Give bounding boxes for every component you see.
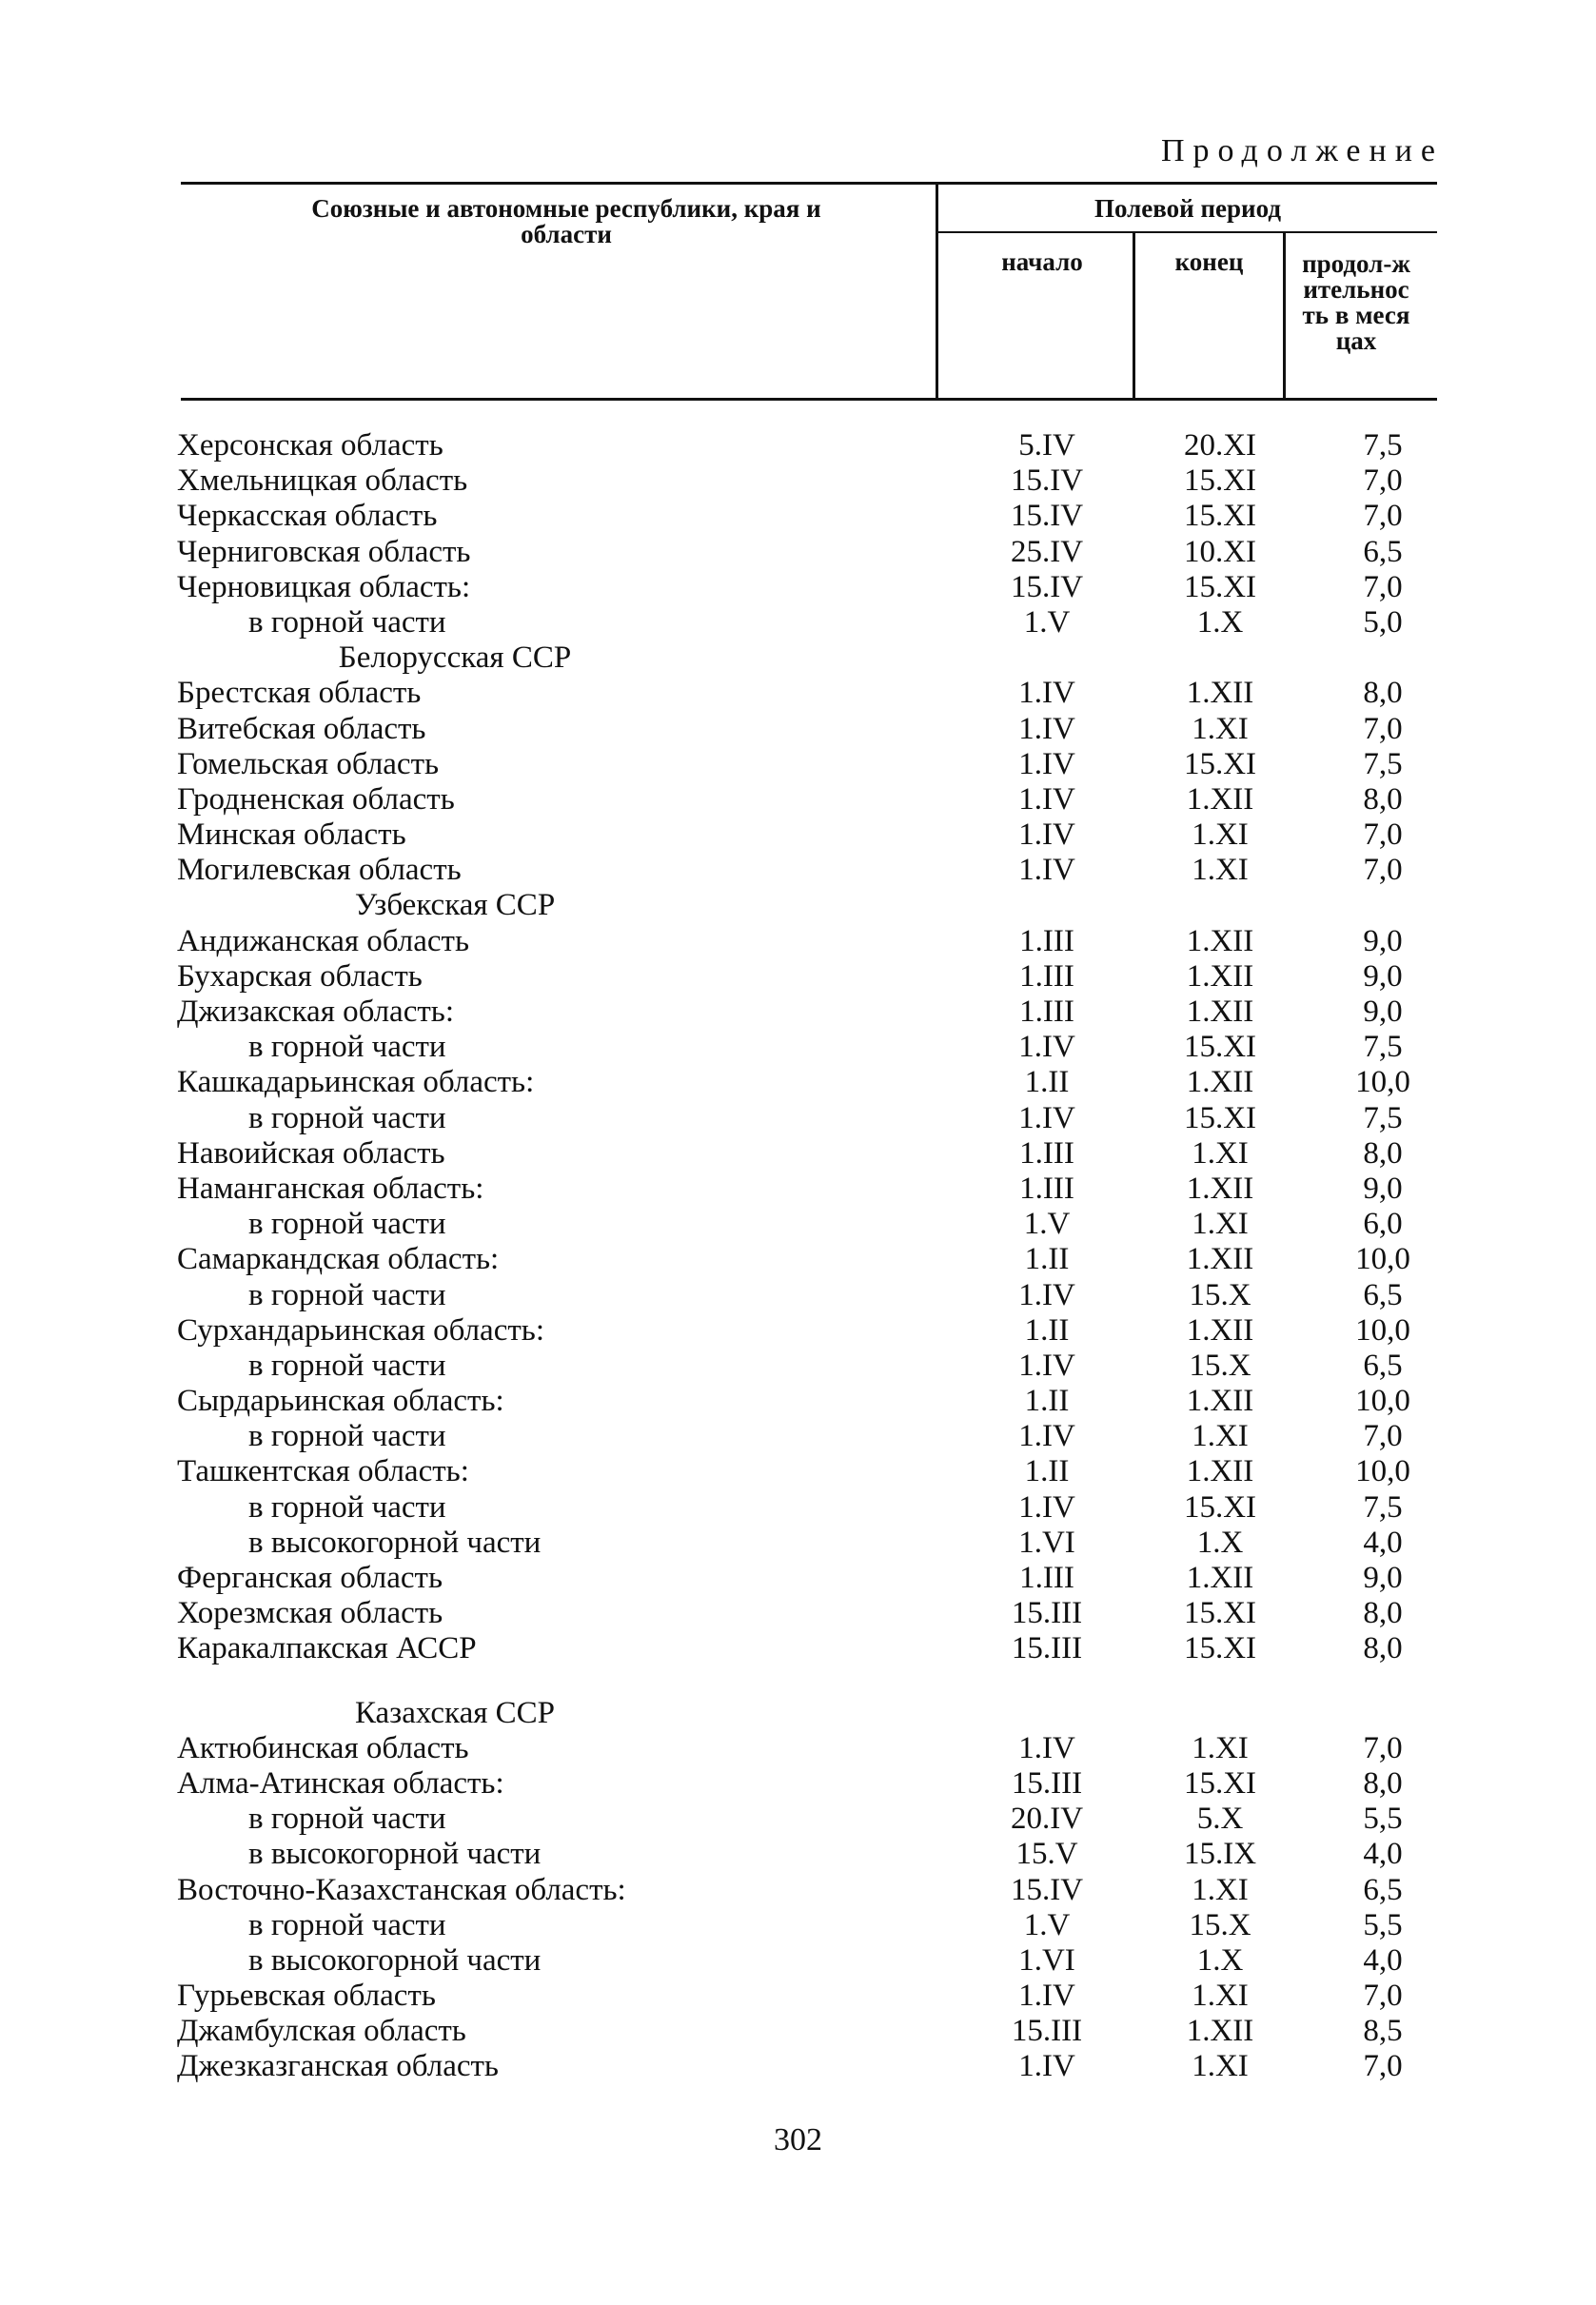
region-name: в высокогорной части xyxy=(248,1525,542,1560)
table-row xyxy=(0,535,1596,570)
start-date: 1.III xyxy=(1019,958,1074,994)
start-date: 1.IV xyxy=(1018,853,1075,888)
start-date: 1.IV xyxy=(1018,818,1075,853)
table-row xyxy=(0,959,1596,995)
start-date: 1.IV xyxy=(1018,1419,1075,1454)
table-row xyxy=(0,1766,1596,1802)
table-row xyxy=(0,1384,1596,1419)
region-name: в высокогорной части xyxy=(248,1942,542,1978)
duration-months: 4,0 xyxy=(1363,1837,1403,1872)
end-date: 1.XI xyxy=(1192,853,1249,888)
region-name: Херсонская область xyxy=(177,428,443,463)
duration-months: 7,0 xyxy=(1363,463,1403,499)
region-name: Самаркандская область: xyxy=(177,1242,500,1277)
region-name: в горной части xyxy=(248,1802,446,1837)
duration-months: 7,0 xyxy=(1363,711,1403,746)
duration-months: 8,0 xyxy=(1363,781,1403,817)
end-date: 15.XI xyxy=(1183,1100,1257,1135)
end-date: 1.XII xyxy=(1186,1312,1254,1348)
duration-months: 6,0 xyxy=(1363,1207,1403,1242)
end-date: 1.XII xyxy=(1186,958,1254,994)
region-name: Восточно-Казахстанская область: xyxy=(177,1872,626,1907)
table-row xyxy=(0,1979,1596,2014)
start-date: 1.II xyxy=(1024,1384,1070,1419)
duration-months: 6,5 xyxy=(1363,1348,1403,1383)
table-row xyxy=(0,1242,1596,1277)
table-row xyxy=(0,1101,1596,1136)
end-date: 1.XI xyxy=(1192,2049,1249,2084)
table-row xyxy=(0,499,1596,534)
start-date: 1.IV xyxy=(1018,1489,1075,1525)
start-date: 1.IV xyxy=(1018,1277,1075,1312)
end-date: 1.XII xyxy=(1186,1561,1254,1595)
start-date: 1.IV xyxy=(1018,1348,1075,1383)
duration-months: 8,5 xyxy=(1363,2014,1403,2049)
end-date: 1.XI xyxy=(1192,1419,1249,1454)
duration-months: 8,0 xyxy=(1363,1631,1403,1666)
start-date: 1.III xyxy=(1019,1561,1074,1595)
end-date: 15.XI xyxy=(1183,1489,1257,1525)
table-row xyxy=(0,1526,1596,1561)
duration-months: 9,0 xyxy=(1363,1561,1403,1595)
start-date: 1.IV xyxy=(1018,1100,1075,1135)
region-name: Андижанская область xyxy=(177,923,470,958)
duration-months: 7,0 xyxy=(1363,1730,1403,1765)
region-name: Витебская область xyxy=(177,711,426,746)
duration-months: 10,0 xyxy=(1355,1384,1410,1419)
end-date: 1.X xyxy=(1196,604,1244,640)
end-date: 15.XI xyxy=(1183,1030,1257,1065)
table-row xyxy=(0,1943,1596,1979)
end-date: 10.XI xyxy=(1183,534,1257,569)
start-date: 1.IV xyxy=(1018,676,1075,711)
end-date: 15.XI xyxy=(1183,1631,1257,1666)
end-date: 1.XII xyxy=(1186,1065,1254,1100)
duration-months: 7,0 xyxy=(1363,2049,1403,2084)
table-row xyxy=(0,1561,1596,1596)
header-start-column: начало xyxy=(1001,247,1083,276)
table-row xyxy=(0,1731,1596,1766)
end-date: 5.X xyxy=(1196,1802,1244,1837)
spacer-row xyxy=(0,1667,1596,1696)
duration-months: 7,0 xyxy=(1363,818,1403,853)
region-name: Хорезмская область xyxy=(177,1596,443,1631)
section-heading: Казахская ССР xyxy=(354,1695,556,1730)
end-date: 1.XII xyxy=(1186,923,1254,958)
end-date: 15.IX xyxy=(1183,1837,1257,1872)
table-row xyxy=(0,1873,1596,1908)
table-row xyxy=(0,747,1596,782)
table-row xyxy=(0,1278,1596,1313)
start-date: 15.V xyxy=(1015,1837,1078,1872)
section-heading: Белорусская ССР xyxy=(338,640,572,676)
duration-months: 7,5 xyxy=(1363,428,1403,463)
end-date: 15.XI xyxy=(1183,499,1257,534)
start-date: 15.IV xyxy=(1010,499,1084,534)
end-date: 15.XI xyxy=(1183,1596,1257,1631)
table-row xyxy=(0,1490,1596,1526)
table-row xyxy=(0,605,1596,640)
region-name: Гурьевская область xyxy=(177,1979,436,2014)
duration-months: 9,0 xyxy=(1363,923,1403,958)
duration-months: 10,0 xyxy=(1355,1454,1410,1489)
header-vline-3 xyxy=(1283,233,1286,398)
duration-months: 7,0 xyxy=(1363,1419,1403,1454)
region-name: Сырдарьинская область: xyxy=(177,1384,504,1419)
duration-months: 7,5 xyxy=(1363,1489,1403,1525)
table-row xyxy=(0,2014,1596,2049)
region-name: Черкасская область xyxy=(177,499,438,534)
table-row xyxy=(0,676,1596,711)
start-date: 1.II xyxy=(1024,1312,1070,1348)
duration-months: 9,0 xyxy=(1363,995,1403,1029)
start-date: 1.IV xyxy=(1018,2049,1075,2084)
section-heading-row xyxy=(0,1696,1596,1731)
table-row xyxy=(0,1908,1596,1943)
end-date: 15.X xyxy=(1189,1907,1251,1942)
start-date: 15.IV xyxy=(1010,569,1084,604)
duration-months: 5,5 xyxy=(1363,1802,1403,1837)
header-bottom-rule xyxy=(181,398,1437,401)
region-name: Сурхандарьинская область: xyxy=(177,1312,544,1348)
region-name: Ферганская область xyxy=(177,1561,443,1595)
table-row xyxy=(0,463,1596,499)
table-row xyxy=(0,1172,1596,1207)
start-date: 1.IV xyxy=(1018,1979,1075,2014)
header-field-period: Полевой период xyxy=(1094,194,1281,223)
start-date: 1.II xyxy=(1024,1454,1070,1489)
start-date: 1.III xyxy=(1019,1171,1074,1206)
duration-months: 7,5 xyxy=(1363,1030,1403,1065)
header-duration-column: продол-жительность в месяцах xyxy=(1302,249,1410,355)
start-date: 1.V xyxy=(1023,1907,1071,1942)
start-date: 15.III xyxy=(1011,1596,1083,1631)
region-name: Джамбулская область xyxy=(177,2014,466,2049)
duration-months: 7,0 xyxy=(1363,569,1403,604)
start-date: 15.III xyxy=(1011,1631,1083,1666)
start-date: 1.II xyxy=(1024,1242,1070,1277)
table-row xyxy=(0,1065,1596,1100)
end-date: 1.XI xyxy=(1192,1207,1249,1242)
region-name: Хмельницкая область xyxy=(177,463,468,499)
duration-months: 5,0 xyxy=(1363,604,1403,640)
start-date: 15.IV xyxy=(1010,1872,1084,1907)
section-heading-row xyxy=(0,888,1596,923)
end-date: 1.XI xyxy=(1192,818,1249,853)
continued-label: Продолжение xyxy=(1160,133,1444,168)
duration-months: 7,0 xyxy=(1363,499,1403,534)
region-name: Алма-Атинская область: xyxy=(177,1765,504,1801)
end-date: 1.XI xyxy=(1192,1135,1249,1171)
table-body xyxy=(0,428,1596,2085)
end-date: 15.X xyxy=(1189,1277,1251,1312)
duration-months: 7,0 xyxy=(1363,853,1403,888)
start-date: 1.V xyxy=(1023,1207,1071,1242)
table-row xyxy=(0,1837,1596,1872)
start-date: 1.V xyxy=(1023,604,1071,640)
start-date: 1.IV xyxy=(1018,711,1075,746)
start-date: 1.III xyxy=(1019,1135,1074,1171)
duration-months: 8,0 xyxy=(1363,1596,1403,1631)
end-date: 1.XII xyxy=(1186,995,1254,1029)
region-name: Наманганская область: xyxy=(177,1171,484,1206)
table-row xyxy=(0,1631,1596,1666)
table-row xyxy=(0,1596,1596,1631)
table-row xyxy=(0,712,1596,747)
region-name: в горной части xyxy=(248,1907,446,1942)
region-name: в высокогорной части xyxy=(248,1837,542,1872)
start-date: 15.III xyxy=(1011,1765,1083,1801)
end-date: 1.XI xyxy=(1192,711,1249,746)
region-name: Гомельская область xyxy=(177,746,440,781)
region-name: Актюбинская область xyxy=(177,1730,469,1765)
table-row xyxy=(0,1419,1596,1454)
end-date: 15.X xyxy=(1189,1348,1251,1383)
start-date: 1.IV xyxy=(1018,1730,1075,1765)
start-date: 1.IV xyxy=(1018,746,1075,781)
start-date: 1.VI xyxy=(1018,1525,1075,1560)
duration-months: 6,5 xyxy=(1363,534,1403,569)
start-date: 15.IV xyxy=(1010,463,1084,499)
region-name: Навоийская область xyxy=(177,1135,445,1171)
end-date: 1.XII xyxy=(1186,781,1254,817)
end-date: 15.XI xyxy=(1183,746,1257,781)
end-date: 1.XI xyxy=(1192,1872,1249,1907)
region-name: в горной части xyxy=(248,1419,446,1454)
section-heading: Узбекская ССР xyxy=(354,888,556,923)
duration-months: 8,0 xyxy=(1363,1135,1403,1171)
region-name: в горной части xyxy=(248,1100,446,1135)
region-name: Каракалпакская АССР xyxy=(177,1631,477,1666)
region-name: Черниговская область xyxy=(177,534,471,569)
start-date: 1.III xyxy=(1019,923,1074,958)
table-row xyxy=(0,853,1596,888)
region-name: Джезказганская область xyxy=(177,2049,499,2084)
region-name: в горной части xyxy=(248,1489,446,1525)
duration-months: 9,0 xyxy=(1363,958,1403,994)
region-name: Кашкадарьинская область: xyxy=(177,1065,535,1100)
end-date: 1.XII xyxy=(1186,1384,1254,1419)
start-date: 1.II xyxy=(1024,1065,1070,1100)
table-row xyxy=(0,1454,1596,1489)
region-name: Брестская область xyxy=(177,676,422,711)
header-region-column: Союзные и автономные республики, края и области xyxy=(311,194,821,248)
region-name: в горной части xyxy=(248,1030,446,1065)
duration-months: 7,5 xyxy=(1363,746,1403,781)
region-name: Бухарская область xyxy=(177,958,423,994)
table-row xyxy=(0,1313,1596,1349)
duration-months: 9,0 xyxy=(1363,1171,1403,1206)
region-name: Черновицкая область: xyxy=(177,569,471,604)
duration-months: 10,0 xyxy=(1355,1242,1410,1277)
region-name: в горной части xyxy=(248,604,446,640)
table-row xyxy=(0,428,1596,463)
start-date: 25.IV xyxy=(1010,534,1084,569)
duration-months: 6,5 xyxy=(1363,1872,1403,1907)
end-date: 1.X xyxy=(1196,1942,1244,1978)
end-date: 15.XI xyxy=(1183,463,1257,499)
duration-months: 6,5 xyxy=(1363,1277,1403,1312)
table-row xyxy=(0,782,1596,818)
table-row xyxy=(0,1136,1596,1172)
duration-months: 5,5 xyxy=(1363,1907,1403,1942)
table-row xyxy=(0,1030,1596,1065)
start-date: 20.IV xyxy=(1010,1802,1084,1837)
duration-months: 10,0 xyxy=(1355,1312,1410,1348)
start-date: 5.IV xyxy=(1018,428,1075,463)
start-date: 1.IV xyxy=(1018,781,1075,817)
region-name: в горной части xyxy=(248,1277,446,1312)
page-number: 302 xyxy=(774,2122,822,2157)
end-date: 20.XI xyxy=(1183,428,1257,463)
duration-months: 4,0 xyxy=(1363,1525,1403,1560)
end-date: 15.XI xyxy=(1183,569,1257,604)
end-date: 1.XII xyxy=(1186,1454,1254,1489)
table-row xyxy=(0,570,1596,605)
header-end-column: конец xyxy=(1174,247,1244,276)
end-date: 1.XI xyxy=(1192,1979,1249,2014)
end-date: 1.XII xyxy=(1186,1171,1254,1206)
duration-months: 4,0 xyxy=(1363,1942,1403,1978)
end-date: 1.XII xyxy=(1186,2014,1254,2049)
region-name: Минская область xyxy=(177,818,406,853)
end-date: 1.X xyxy=(1196,1525,1244,1560)
region-name: Ташкентская область: xyxy=(177,1454,469,1489)
region-name: Джизакская область: xyxy=(177,995,454,1029)
end-date: 1.XI xyxy=(1192,1730,1249,1765)
duration-months: 8,0 xyxy=(1363,1765,1403,1801)
header-subrule xyxy=(937,231,1437,233)
start-date: 1.III xyxy=(1019,995,1074,1029)
table-row xyxy=(0,1802,1596,1837)
duration-months: 7,5 xyxy=(1363,1100,1403,1135)
end-date: 1.XII xyxy=(1186,676,1254,711)
end-date: 1.XII xyxy=(1186,1242,1254,1277)
table-row xyxy=(0,995,1596,1030)
start-date: 15.III xyxy=(1011,2014,1083,2049)
table-row xyxy=(0,924,1596,959)
end-date: 15.XI xyxy=(1183,1765,1257,1801)
duration-months: 10,0 xyxy=(1355,1065,1410,1100)
region-name: в горной части xyxy=(248,1207,446,1242)
start-date: 1.IV xyxy=(1018,1030,1075,1065)
table-row xyxy=(0,1349,1596,1384)
region-name: в горной части xyxy=(248,1348,446,1383)
table-row xyxy=(0,2049,1596,2084)
region-name: Гродненская область xyxy=(177,781,455,817)
region-name: Могилевская область xyxy=(177,853,462,888)
header-top-rule xyxy=(181,182,1437,185)
section-heading-row xyxy=(0,640,1596,676)
duration-months: 7,0 xyxy=(1363,1979,1403,2014)
duration-months: 8,0 xyxy=(1363,676,1403,711)
table-row xyxy=(0,1207,1596,1242)
start-date: 1.VI xyxy=(1018,1942,1075,1978)
table-row xyxy=(0,818,1596,853)
